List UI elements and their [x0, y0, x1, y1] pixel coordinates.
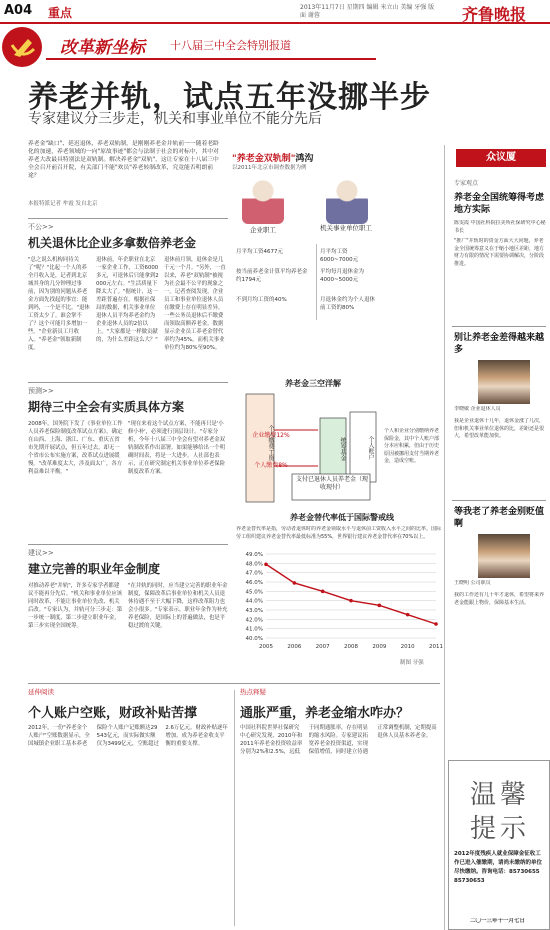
notice-title: 温馨提示	[469, 780, 530, 844]
date-line: 2013年11月7日 星期四 编辑 米立山 美编 牙强 版面 谢蓉	[300, 4, 435, 19]
y-tick-label: 47.0%	[245, 570, 263, 577]
sidebar-kicker: 专家观点	[454, 180, 479, 187]
banner-title: 改革新坐标	[60, 38, 145, 58]
replacement-rate-chart	[236, 550, 444, 654]
y-tick-label: 44.0%	[245, 598, 263, 605]
data-point	[293, 581, 297, 585]
section2-title: 期待三中全会有实质具体方案	[28, 400, 185, 414]
divider	[452, 326, 546, 327]
sidebar-item2-title: 别让养老金差得越来越多	[454, 333, 545, 355]
y-tick-label: 49.0%	[245, 552, 263, 558]
banner-subtitle: 十八届三中全会特别报道	[170, 39, 291, 52]
y-tick-label: 43.0%	[245, 608, 263, 614]
x-tick-label: 2010	[400, 644, 415, 650]
section2-paragraph: "现在来看这个试点方案，不能再只是'小修小补'，必须进行顶层设计。"专家分析，今年十八届三中全会有望对养老金双轨制改革作出部署。如果能够给出一个明确时间表，将是一大进步。人社部也表示，正在研究制定机关事业单位养老保险制度改革方案。	[128, 421, 226, 475]
banner-rule	[46, 58, 376, 60]
right-monthly: 月平均工资6000~7000元	[320, 249, 359, 263]
diagram-label: 支付已退休人员养老金（现收现付）	[295, 476, 368, 491]
salary-title-prefix: "养老金双轨制"	[232, 154, 296, 164]
x-tick-label: 2011	[429, 644, 443, 650]
divider	[444, 145, 445, 930]
left-rate: 不到月均工资的40%	[236, 297, 287, 303]
sidebar-item2-text: 我是企业退休十几年，退休金涨了几次，但和机关事业单位退休的比，差距还是很大，希望改革能加快。	[454, 418, 545, 439]
diagram-note: 个人和企业分别缴纳养老保险金，其中个人账户部分本应积累，但由于历史原因被挪用支付当期养老金，造成空账。	[384, 428, 440, 464]
bottom-title-1: 个人账户空账，财政补贴苦撑	[28, 706, 198, 721]
sidebar-item1-text: "推广"并轨时的资金方面大大问题，养老金全国统筹意义在于缩小地区差距，地方财力有限的情况下需要协调解决，分阶段推进。	[454, 238, 545, 267]
sidebar-item3-byline: 王晓明 公司职员	[454, 580, 491, 586]
x-tick-label: 2009	[372, 644, 387, 650]
right-role: 机关事业单位职工	[320, 224, 372, 232]
x-tick-label: 2008	[344, 644, 358, 650]
y-tick-label: 40.0%	[245, 636, 263, 642]
data-point	[434, 622, 438, 626]
x-tick-label: 2005	[259, 644, 273, 650]
headline: 养老并轨，试点五年没挪半步	[28, 80, 431, 115]
diagram-title: 养老金三空洋解	[285, 379, 341, 388]
divider	[28, 218, 228, 219]
section1-paragraph: "总之说么机构同待关了"呢？"比起一个人的养全月收入是，记者到北京城其身的几分钟理过事前，因为别的问题从养老金方面先找起的事宜：能到吗，一个是不比。"退休工资太少了。谁会掌不了？这个可能月多增加一些。"企业新员工月收入。"养老金"领取新制度。	[28, 257, 90, 351]
sidebar-header: 众议厦	[456, 149, 546, 167]
section-name: 重点	[48, 6, 73, 20]
right-pension: 平均每月退休金为4000~5000元	[320, 269, 365, 283]
diagram-label: 统筹基金	[339, 437, 346, 461]
section3-paragraph: 对推动养老"并轨"，许多专家学者都建议不能再分先后。"机关和事业单位应该同时改革，不能让事业单位先改、机关后改。"专家认为，并轨可分三步走：第一步统一制度，第二步建立职业年金，第三步实现全国统筹。	[28, 583, 123, 629]
diagram-label: 企业缴费12%	[252, 432, 290, 439]
y-tick-label: 45.0%	[245, 589, 263, 596]
masthead: 齐鲁晚报	[462, 5, 527, 24]
y-tick-label: 46.0%	[245, 580, 263, 586]
sidebar-item3-text: 我的工作还有几十年才退休，希望将来养老金能跟上物价，保障基本生活。	[454, 592, 545, 606]
data-point	[264, 562, 268, 566]
sidebar-item3-title: 等我老了养老金别贬值啊	[454, 507, 545, 529]
chart-source: 制图 牙强	[400, 660, 424, 666]
notice-text: 2012年度残疾人就业保障金征收工作已进入催缴期，请尚未缴纳的单位尽快缴纳。咨询电话：85730655 85730653	[454, 851, 543, 884]
civil-servant-figure	[326, 178, 368, 224]
salary-subtitle: 以2011年北京市调查数据为例	[232, 165, 307, 171]
y-tick-label: 42.0%	[245, 617, 263, 624]
right-rate: 月退休金约为个人退休前工资的80%	[320, 297, 376, 311]
section2-kicker: 预测>>	[28, 387, 54, 395]
left-monthly: 月平均工资4677元	[236, 249, 283, 255]
x-tick-label: 2007	[315, 644, 330, 650]
article-lead: 养老金"缺口"、延迟退休、养老双轨制，是刚刚养老金并轨前一一随着老龄化的加速，养老领域的一向"原故事迹"都会与法制于社会的对标中，其中对养老大改最具特别法是双轨制。解决养老金"双轨"，这让专家在十八届三中全会召开前召开院，有关部门不能"欢员"养老转制改革，究竟能否明朗前途？	[28, 141, 219, 179]
data-point	[349, 599, 353, 603]
data-point	[406, 613, 410, 617]
subheadline: 专家建议分三步走，机关和事业单位不能分先后	[28, 111, 322, 127]
left-role: 企业职工	[250, 226, 276, 234]
section2-paragraph: 2008年，国务院下发了《事业单位工作人员养老保险制度改革试点方案》，确定在山西、上海、浙江、广东、重庆五省市先期开展试点，但五年过去，却无一个省市公布实施方案，改革试点进展缓慢。"改革难度太大，涉及面太广，各方利益难以平衡。"	[28, 421, 123, 475]
section3-paragraph: "在并轨的同时，应当建立完善的职业年金制度，保障改革后事业单位和机关人员退休待遇不至于大幅下降，这样改革阻力也会小很多。"专家表示，职业年金作为补充养老保险，是国际上的普遍做法，也是平稳过渡的关键。	[128, 583, 228, 629]
diagram-label: 个人缴费工资	[267, 425, 274, 461]
divider	[234, 690, 235, 926]
x-tick-label: 2006	[287, 644, 302, 650]
enterprise-worker-figure	[242, 178, 284, 224]
chart-caption: 养老金替代率是指，劳动者退休时的养老金领取水平与退休前工资收入水平之间的比率。国际劳工组织建议养老金替代率最低标准为55%，世界银行建议养老金替代率在70%以上。	[236, 526, 442, 540]
sidebar-item2-byline: 李晓敏 企业退休人员	[454, 406, 501, 412]
bottom-kicker-2: 热点释疑	[240, 688, 266, 696]
data-point	[321, 590, 325, 594]
divider	[28, 683, 440, 684]
divider	[316, 244, 317, 320]
sidebar-item1-byline: 陈雯霞 中国社科院拉美所社保研究中心秘书长	[454, 220, 546, 234]
diagram-label: 个人缴费8%	[254, 462, 288, 469]
bottom-title-2: 通胀严重，养老金缩水咋办？	[240, 706, 410, 721]
section1-paragraph: 退休前月领，退休金是几千元一个月。"另外，一直以来，养老"双轨制"被视为社会最不公平的现象之一。记者查阅发现，企业员工和事业单位退休人员在缴费上存在明显差异。一些公务员退休后不缴费而领取高额养老金。数据显示企业员工养老金替代率约为45%，而机关事业单位约为80%至90%。	[164, 257, 226, 351]
section1-title: 机关退休比企业多拿数倍养老金	[28, 236, 197, 250]
page-number: A04	[4, 3, 33, 18]
divider	[28, 544, 228, 545]
data-point	[378, 604, 382, 608]
series-line	[266, 564, 436, 624]
section3-title: 建立完善的职业年金制度	[28, 562, 161, 576]
notice-date: 二〇一三年十一月七日	[470, 918, 526, 924]
bottom-paragraph-2: 中国社科院世界社保研究中心研究发现，2010年和2011年养老金投资收益率分别为2%和2.5%，远低于同期通胀率，存在明显的缩水风险。专家建议拓宽养老金投资渠道，实现保值增值，同时建立待遇正常调整机制，定期提高退休人员基本养老金。	[240, 725, 437, 755]
section1-paragraph: 退休前，年企职业在北京一家企业工作，工资6000多元，可退休后只能拿到2000元左右。"生活质量下降太大了。"据统计，这一差距普遍存在。根据社保局的数据，机关事业单位退休人员平均养老金约为企业退休人员的2倍以上。"大家都是一样做贡献的，为什么差距这么大？"	[96, 257, 159, 343]
section3-kicker: 建议>>	[28, 549, 54, 557]
y-tick-label: 48.0%	[245, 561, 263, 568]
byline: 本报特派记者 牟霞 发自北京	[28, 201, 98, 207]
sidebar-item1-title: 养老金全国统筹得考虑地方实际	[454, 193, 545, 215]
bottom-kicker-1: 延伸阅读	[28, 688, 54, 696]
salary-title-suffix: 鸿沟	[295, 154, 314, 164]
party-emblem-icon	[2, 27, 42, 67]
y-tick-label: 41.0%	[245, 626, 263, 633]
bottom-paragraph-1: 2012年，一份"养老金个人账户"空账数据显示，全国城镇企业职工基本养老保险个人账户记账额达29543亿元，而实际做实额仅为3499亿元，空账超过2.6万亿元。财政补贴逐年增加，成为养老金收支平衡的重要支撑。	[28, 725, 228, 747]
diagram-label: 个人账户	[367, 436, 374, 460]
divider	[28, 382, 228, 383]
sidebar-photo	[478, 360, 530, 404]
chart-title: 养老金替代率低于国际警戒线	[290, 513, 394, 522]
section1-kicker: 不公>>	[28, 223, 54, 231]
sidebar-photo	[478, 534, 530, 578]
left-pension: 按当前养老金计算平均养老金约1794元	[236, 269, 308, 283]
divider	[452, 500, 546, 501]
